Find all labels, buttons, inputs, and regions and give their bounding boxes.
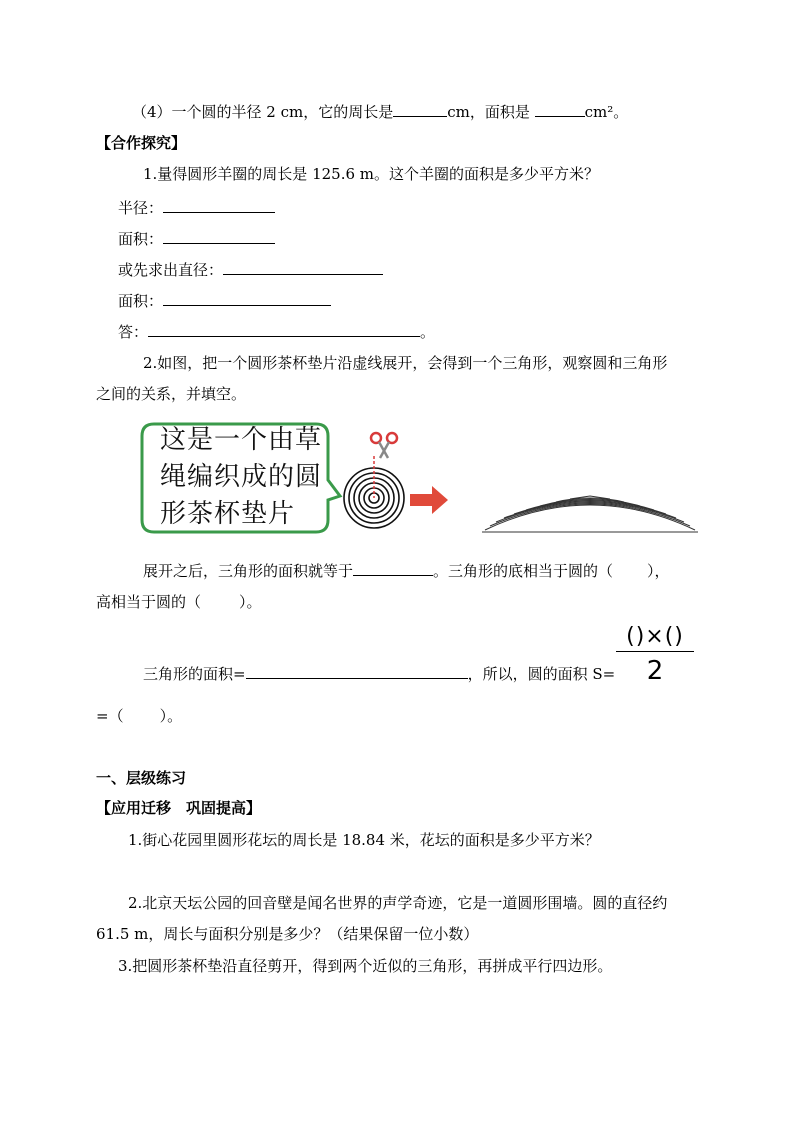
bubble-line-3: 形茶杯垫片 [160,499,296,529]
diameter-label: 或先求出直径： [118,261,224,279]
height-end: ）。 [239,593,262,611]
unfold-prefix: 展开之后，三角形的面积就等于 [143,562,354,580]
q4-circumference-blank[interactable] [393,102,447,117]
practice-q1: 1.街心花园里圆形花坛的周长是 18.84 米，花坛的面积是多少平方米？ [128,831,600,849]
q4-unit1: cm，面积是 [447,103,530,121]
explore-q2-line2: 之间的关系，并填空。 [96,385,247,403]
height-row [96,592,262,612]
explore-heading: 【合作探究】 [96,134,187,152]
q4-line [132,102,628,122]
radius-blank[interactable] [163,198,275,213]
height-prefix: 高相当于圆的（ [96,593,202,611]
practice-heading: 一、层级练习 [96,769,187,787]
bubble-text [160,422,322,533]
unfold-area-blank[interactable] [353,561,433,576]
right-arrow-icon [410,486,448,514]
radius-label: 半径： [118,199,164,217]
q4-prefix: （4）一个圆的半径 2 cm，它的周长是 [132,103,394,121]
scissors-icon [371,433,397,458]
area-blank[interactable] [163,229,275,244]
fraction-numerator: ()×() [626,624,684,649]
area-fraction [616,624,694,686]
tri-area-row [143,664,615,684]
diameter-blank[interactable] [223,260,383,275]
eq-prefix: =（ [96,707,124,725]
unfold-mid: 。三角形的底相当于圆的（ [433,562,614,580]
answer-end: 。 [420,323,436,341]
fraction-denominator: 2 [646,656,664,686]
q4-area-blank[interactable] [535,102,585,117]
diameter-row [118,260,383,280]
tri-area-label: 三角形的面积= [143,665,246,683]
bubble-line-1: 这是一个由草 [160,425,323,455]
circle-area-label: ，所以，圆的面积 S= [467,665,616,683]
area2-blank[interactable] [163,291,331,306]
practice-q2-line2: 61.5 m，周长与面积分别是多少？（结果保留一位小数） [96,925,479,943]
unfold-row [143,561,670,581]
answer-blank[interactable] [148,322,420,337]
eq-row [96,706,182,726]
area-label: 面积： [118,230,164,248]
fraction-bar [616,651,694,652]
area2-label: 面积： [118,292,164,310]
unfolded-triangle [482,496,698,532]
area2-row [118,291,331,311]
tri-area-blank[interactable] [246,664,468,679]
q4-unit2: cm²。 [584,103,629,121]
radius-row [118,198,275,218]
explore-q1-text: 1.量得圆形羊圈的周长是 125.6 m。这个羊圈的面积是多少平方米？ [143,165,600,183]
bubble-line-2: 绳编织成的圆 [160,462,323,492]
answer-label: 答： [118,323,149,341]
explore-q2-line1: 2.如图，把一个圆形茶杯垫片沿虚线展开，会得到一个三角形，观察圆和三角形 [143,354,668,372]
answer-row [118,322,435,342]
unfold-end: ）， [647,562,670,580]
eq-end: ）。 [159,707,183,725]
practice-q2-line1: 2.北京天坛公园的回音壁是闻名世界的声学奇迹，它是一道圆形围墙。圆的直径约 [128,894,668,912]
practice-q3: 3.把圆形茶杯垫沿直径剪开，得到两个近似的三角形，再拼成平行四边形。 [118,957,613,975]
area-row [118,229,275,249]
practice-subheading: 【应用迁移 巩固提高】 [96,799,262,817]
